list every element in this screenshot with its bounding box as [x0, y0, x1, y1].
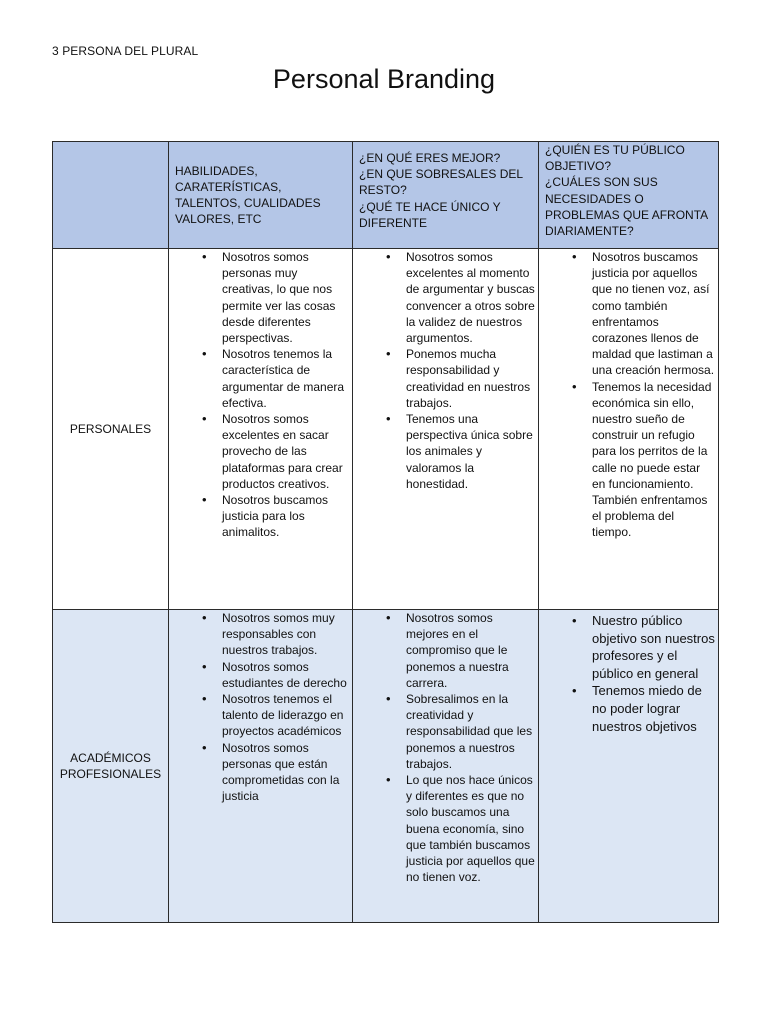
- header-habilidades-text: HABILIDADES, CARATERÍSTICAS, TALENTOS, CUALIDADES VALORES, ETC: [175, 163, 321, 227]
- list-item: • Lo que nos hace únicos y diferentes es que no solo buscamos una buena economía, sino que también buscamos justicia por aquellos que no tienen voz.: [406, 772, 535, 885]
- cell-academicos-habilidades: [169, 610, 353, 923]
- list-item: • Nosotros somos personas que están comprometidas con la justicia: [222, 740, 349, 805]
- cell-personales-habilidades: [169, 249, 353, 610]
- page-title: Personal Branding: [272, 64, 496, 94]
- list-academicos-publico: [542, 610, 715, 735]
- list-item: • Nosotros somos excelentes al momento de argumentar y buscas convencer a otros sobre la validez de nuestros argumentos.: [406, 249, 535, 346]
- list-academicos-mejor: [356, 610, 535, 885]
- cell-personales-publico: [539, 249, 719, 610]
- list-item: • Tenemos la necesidad económica sin ello, nuestro sueño de construir un refugio para los perritos de la calle no puede estar en funcionamiento. También enfrentamos el problema del tiempo.: [592, 379, 715, 541]
- list-item: • Tenemos una perspectiva única sobre los animales y valoramos la honestidad.: [406, 411, 535, 492]
- header-mejor-line: ¿EN QUÉ ERES MEJOR?: [359, 151, 501, 165]
- list-item: • Nosotros tenemos el talento de liderazgo en proyectos académicos: [222, 691, 349, 740]
- list-item: • Tenemos miedo de no poder lograr nuestros objetivos: [592, 682, 715, 735]
- table-row-academicos: [53, 610, 719, 923]
- list-item: • Nosotros somos excelentes en sacar provecho de las plataformas para crear productos creativos.: [222, 411, 349, 492]
- list-item: • Nosotros tenemos la característica de argumentar de manera efectiva.: [222, 346, 349, 411]
- cell-academicos-mejor: [353, 610, 539, 923]
- header-mejor-line: ¿EN QUE SOBRESALES DEL RESTO?: [359, 167, 523, 198]
- header-mejor-line: ¿QUÉ TE HACE ÚNICO Y DIFERENTE: [359, 199, 501, 230]
- header-mejor: [353, 142, 539, 249]
- list-item: • Nosotros buscamos justicia por aquellos que no tienen voz, así como también enfrentamos corazones llenos de maldad que lastiman a una creación hermosa.: [592, 249, 715, 379]
- row-label-personales: PERSONALES: [53, 249, 169, 610]
- header-publico-line: ¿QUIÉN ES TU PÚBLICO OBJETIVO?: [545, 143, 685, 174]
- list-item: • Nosotros somos muy responsables con nuestros trabajos.: [222, 610, 349, 659]
- header-mejor-text: [359, 150, 532, 231]
- cell-academicos-publico: [539, 610, 719, 923]
- list-item: • Nosotros somos personas muy creativas, lo que nos permite ver las cosas desde diferentes perspectivas.: [222, 249, 349, 346]
- list-item: • Ponemos mucha responsabilidad y creatividad en nuestros trabajos.: [406, 346, 535, 411]
- header-publico-line: ¿CUÁLES SON SUS NECESIDADES O PROBLEMAS QUE AFRONTA DIARIAMENTE?: [545, 175, 708, 239]
- list-item: • Nuestro público objetivo son nuestros profesores y el público en general: [592, 612, 715, 682]
- list-item: • Sobresalimos en la creatividad y responsabilidad que les ponemos a nuestros trabajos.: [406, 691, 535, 772]
- list-item: • Nosotros somos mejores en el compromiso que le ponemos a nuestra carrera.: [406, 610, 535, 691]
- table-header-row: [53, 142, 719, 249]
- table-row-personales: [53, 249, 719, 610]
- list-item: • Nosotros somos estudiantes de derecho: [222, 659, 349, 691]
- header-habilidades: [169, 142, 353, 249]
- branding-table: [52, 141, 719, 923]
- list-personales-mejor: [356, 249, 535, 492]
- list-personales-publico: [542, 249, 715, 541]
- header-publico: [539, 142, 719, 249]
- row-label-academicos: [53, 610, 169, 923]
- header-empty-cell: [53, 142, 169, 249]
- cell-personales-mejor: [353, 249, 539, 610]
- row-label-academicos-text: ACADÉMICOS PROFESIONALES: [59, 750, 162, 781]
- list-item: • Nosotros buscamos justicia para los animalitos.: [222, 492, 349, 541]
- list-academicos-habilidades: [172, 610, 349, 804]
- document-header-label: 3 PERSONA DEL PLURAL: [52, 44, 199, 58]
- header-publico-text: [545, 142, 712, 239]
- list-personales-habilidades: [172, 249, 349, 541]
